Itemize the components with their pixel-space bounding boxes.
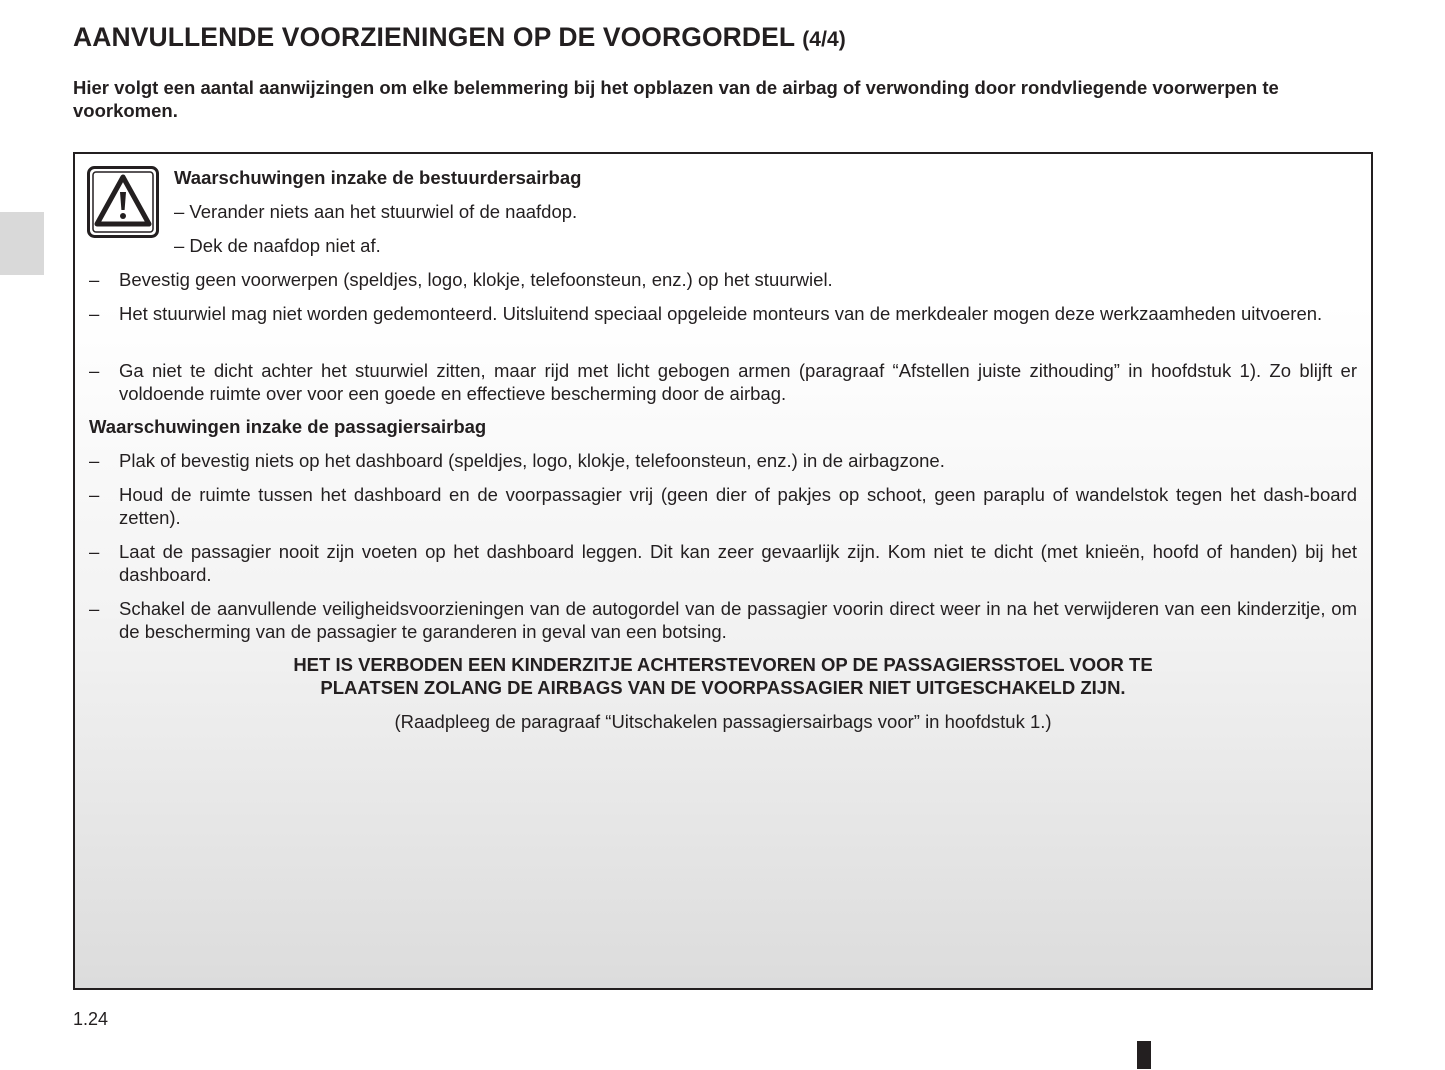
passenger-item-1-text: Plak of bevestig niets op het dashboard (speldjes, logo, klokje, telefoonsteun, enz.) in de airbagzone.: [119, 450, 945, 471]
passenger-airbag-heading: Waarschuwingen inzake de passagiersairbag: [89, 416, 487, 437]
dash-bullet: –: [89, 598, 100, 619]
page-corner-mark: [1137, 1041, 1151, 1069]
passenger-item-2: [89, 483, 1357, 529]
driver-item-2: [89, 302, 1357, 325]
passenger-item-3: [89, 540, 1357, 586]
dash-bullet: –: [89, 541, 100, 562]
prohibition-notice-line-2: PLAATSEN ZOLANG DE AIRBAGS VAN DE VOORPASSAGIER NIET UITGESCHAKELD ZIJN.: [320, 677, 1126, 698]
dash-bullet: –: [89, 303, 100, 324]
warning-box: [73, 152, 1373, 990]
dash-bullet: –: [89, 269, 100, 290]
driver-airbag-heading: Waarschuwingen inzake de bestuurdersairbag: [174, 167, 582, 188]
driver-item-1: [89, 268, 1357, 291]
driver-sub-item-1: – Verander niets aan het stuurwiel of de naafdop.: [174, 201, 578, 222]
reference-note: (Raadpleeg de paragraaf “Uitschakelen passagiersairbags voor” in hoofdstuk 1.): [394, 711, 1052, 732]
page-number: 1.24: [73, 1009, 109, 1029]
dash-bullet: –: [89, 484, 100, 505]
driver-sub-item-2: – Dek de naafdop niet af.: [174, 235, 381, 256]
dash-bullet: –: [89, 360, 100, 381]
page-title: [73, 22, 846, 53]
warning-triangle-icon: [87, 166, 159, 238]
prohibition-notice-line-1: HET IS VERBODEN EEN KINDERZITJE ACHTERSTEVOREN OP DE PASSAGIERSSTOEL VOOR TE: [293, 654, 1153, 675]
page-title-part: (4/4): [802, 28, 846, 51]
chapter-tab-marker: [0, 212, 44, 275]
driver-item-2-text: Het stuurwiel mag niet worden gedemonteerd. Uitsluitend speciaal opgeleide monteurs van de merkdealer mogen deze werkzaamheden uitvoeren.: [119, 303, 1323, 324]
driver-item-3-text: Ga niet te dicht achter het stuurwiel zitten, maar rijd met licht gebogen armen (paragraaf “Afstellen juiste zithouding” in hoofdstuk 1). Zo blijft er voldoende ruimte over voor een goede en effectieve bescherming door de airbag.: [119, 360, 1357, 404]
intro-paragraph: Hier volgt een aantal aanwijzingen om elke belemmering bij het opblazen van de airbag of verwonding door rondvliegende voorwerpen te voorkomen.: [73, 77, 1279, 121]
driver-item-3: [89, 359, 1357, 405]
page-title-main: AANVULLENDE VOORZIENINGEN OP DE VOORGORDEL: [73, 22, 795, 52]
driver-item-1-text: Bevestig geen voorwerpen (speldjes, logo, klokje, telefoonsteun, enz.) op het stuurwiel.: [119, 269, 833, 290]
passenger-item-4: [89, 597, 1357, 643]
dash-bullet: –: [89, 450, 100, 471]
passenger-item-1: [89, 449, 1357, 472]
passenger-item-2-text: Houd de ruimte tussen het dashboard en de voorpassagier vrij (geen dier of pakjes op schoot, geen paraplu of wandelstok tegen het dash-board zetten).: [119, 484, 1357, 528]
passenger-item-4-text: Schakel de aanvullende veiligheidsvoorzieningen van de autogordel van de passagier voorin direct weer in na het verwijderen van een kinderzitje, om de bescherming van de passagier te garanderen in geval van een botsing.: [119, 598, 1357, 642]
passenger-item-3-text: Laat de passagier nooit zijn voeten op het dashboard leggen. Dit kan zeer gevaarlijk zijn. Kom niet te dicht (met knieën, hoofd of handen) bij het dashboard.: [119, 541, 1357, 585]
